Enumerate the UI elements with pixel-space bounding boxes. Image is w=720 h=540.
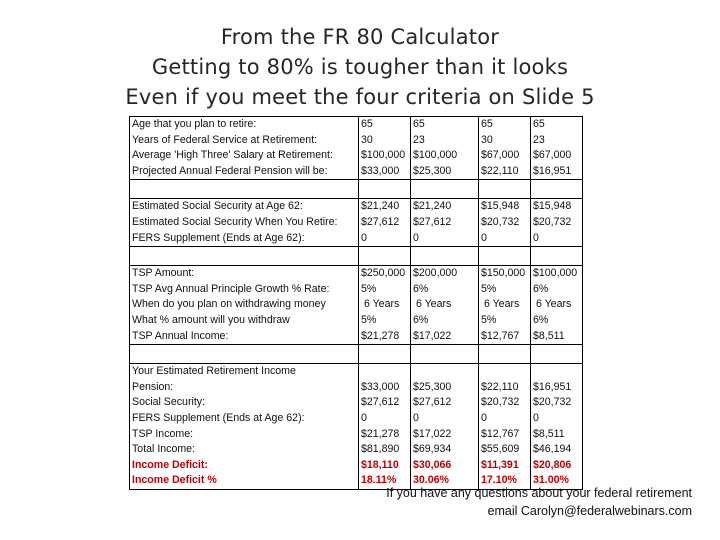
value-cell: $27,612 <box>413 215 452 228</box>
value-cell: 0 <box>361 411 367 424</box>
separator-cell <box>479 180 531 199</box>
fr80-calculator-table <box>129 116 583 490</box>
value-cell: 65 <box>533 118 545 130</box>
value-cell: 6 Years <box>533 298 572 311</box>
value-cell: $15,948 <box>533 200 572 213</box>
scenario-4-cell <box>531 117 583 180</box>
value-cell: 6 Years <box>481 298 520 311</box>
value-cell: $27,612 <box>361 396 400 409</box>
contact-footer <box>386 484 692 520</box>
row-label: Estimated Social Security When You Retire: <box>132 215 338 228</box>
value-cell: $20,732 <box>533 396 572 409</box>
scenario-4-cell <box>531 364 583 490</box>
value-cell: 18.11% <box>361 474 397 487</box>
value-cell: $16,951 <box>533 380 572 393</box>
value-cell: 5% <box>481 282 497 295</box>
value-cell: 6% <box>533 282 549 295</box>
value-cell: 6% <box>413 282 429 295</box>
value-cell: $8,511 <box>533 427 565 440</box>
separator-cell <box>130 345 359 364</box>
table-row <box>130 199 583 247</box>
value-cell: 30 <box>361 133 373 146</box>
title-line-1: From the FR 80 Calculator <box>220 25 500 49</box>
row-label: TSP Annual Income: <box>132 329 229 342</box>
scenario-1-cell <box>359 266 411 345</box>
separator-cell <box>531 345 583 364</box>
footer-question-text: If you have any questions about your federal retirement <box>386 486 692 500</box>
value-cell <box>361 364 408 380</box>
row-label: Your Estimated Retirement Income <box>132 365 296 378</box>
value-cell: $22,110 <box>481 164 519 177</box>
value-cell: 6% <box>413 313 429 326</box>
separator-cell <box>479 345 531 364</box>
table-row <box>130 266 583 345</box>
value-cell: 0 <box>413 231 419 244</box>
row-label: Years of Federal Service at Retirement: <box>132 133 318 146</box>
value-cell: $21,278 <box>361 427 400 440</box>
value-cell: $200,000 <box>413 267 458 280</box>
table-row <box>130 364 583 490</box>
separator-cell <box>359 180 411 199</box>
row-label: FERS Supplement (Ends at Age 62): <box>132 411 305 424</box>
value-cell: $25,300 <box>413 164 452 177</box>
value-cell: 0 <box>533 231 539 244</box>
scenario-1-cell <box>359 199 411 247</box>
label-cell <box>130 199 359 247</box>
separator-cell <box>130 247 359 266</box>
scenario-2-cell <box>411 117 479 180</box>
label-cell <box>130 364 359 490</box>
value-cell: 30 <box>481 133 493 146</box>
value-cell: $22,110 <box>481 380 519 393</box>
value-cell: $100,000 <box>361 149 406 162</box>
value-cell: $18,110 <box>361 458 399 471</box>
label-cell <box>130 266 359 345</box>
row-label: Average 'High Three' Salary at Retirement: <box>132 149 333 162</box>
value-cell: 6 Years <box>361 298 400 311</box>
value-cell: $27,612 <box>413 396 452 409</box>
value-cell: 23 <box>533 133 545 146</box>
row-label: Projected Annual Federal Pension will be: <box>132 164 328 177</box>
value-cell: $30,066 <box>413 458 452 471</box>
value-cell: 6 Years <box>413 298 452 311</box>
value-cell: 65 <box>413 118 425 130</box>
value-cell: $12,767 <box>481 329 520 342</box>
value-cell: 0 <box>481 411 487 424</box>
row-label: TSP Income: <box>132 427 194 440</box>
calculator-body <box>130 117 583 490</box>
value-cell: 0 <box>481 231 487 244</box>
scenario-1-cell <box>359 117 411 180</box>
value-cell: $33,000 <box>361 380 400 393</box>
row-label: Social Security: <box>132 396 206 409</box>
value-cell: $100,000 <box>533 267 578 280</box>
row-label: Pension: <box>132 380 174 393</box>
value-cell: $21,240 <box>413 200 452 213</box>
row-label: Age that you plan to retire: <box>132 118 257 130</box>
row-label: When do you plan on withdrawing money <box>132 298 326 311</box>
value-cell: $81,890 <box>361 443 400 456</box>
value-cell: $67,000 <box>533 149 572 162</box>
value-cell: $20,732 <box>481 396 520 409</box>
value-cell: 30.06% <box>413 474 449 487</box>
value-cell: 17.10% <box>481 474 517 487</box>
scenario-2-cell <box>411 266 479 345</box>
section-separator <box>130 247 583 266</box>
value-cell: $8,511 <box>533 329 565 342</box>
value-cell: 5% <box>361 313 377 326</box>
scenario-4-cell <box>531 266 583 345</box>
separator-cell <box>411 180 479 199</box>
scenario-3-cell <box>479 117 531 180</box>
section-separator <box>130 180 583 199</box>
value-cell: $150,000 <box>481 267 526 280</box>
value-cell: $20,806 <box>533 458 572 471</box>
separator-cell <box>130 180 359 199</box>
value-cell: $69,934 <box>413 443 452 456</box>
row-label: TSP Amount: <box>132 267 195 280</box>
value-cell: $21,240 <box>361 200 400 213</box>
value-cell: $11,391 <box>481 458 519 471</box>
value-cell: $17,022 <box>413 329 452 342</box>
value-cell: 5% <box>361 282 377 295</box>
row-label: TSP Avg Annual Principle Growth % Rate: <box>132 282 330 295</box>
row-label: What % amount will you withdraw <box>132 313 290 326</box>
value-cell: $33,000 <box>361 164 400 177</box>
value-cell: $100,000 <box>413 149 458 162</box>
separator-cell <box>411 345 479 364</box>
title-line-3: Even if you meet the four criteria on Slide 5 <box>125 85 595 109</box>
separator-cell <box>359 247 411 266</box>
row-label: FERS Supplement (Ends at Age 62): <box>132 231 305 244</box>
separator-cell <box>531 180 583 199</box>
value-cell: 0 <box>533 411 539 424</box>
value-cell: $15,948 <box>481 200 520 213</box>
scenario-3-cell <box>479 199 531 247</box>
scenario-4-cell <box>531 199 583 247</box>
value-cell: $20,732 <box>533 215 572 228</box>
value-cell: 65 <box>481 118 493 130</box>
value-cell <box>413 364 476 380</box>
footer-email-text[interactable]: email Carolyn@federalwebinars.com <box>487 504 692 518</box>
row-label: Income Deficit: <box>132 458 208 471</box>
separator-cell <box>479 247 531 266</box>
separator-cell <box>411 247 479 266</box>
scenario-2-cell <box>411 199 479 247</box>
value-cell: $250,000 <box>361 267 406 280</box>
value-cell: $16,951 <box>533 164 572 177</box>
value-cell: $46,194 <box>533 443 572 456</box>
value-cell: 6% <box>533 313 549 326</box>
value-cell: 0 <box>361 231 367 244</box>
value-cell: $55,609 <box>481 443 520 456</box>
scenario-3-cell <box>479 364 531 490</box>
value-cell: 0 <box>413 411 419 424</box>
value-cell <box>481 364 528 380</box>
row-label: Estimated Social Security at Age 62: <box>132 200 303 213</box>
value-cell: 23 <box>413 133 425 146</box>
table-row <box>130 117 583 180</box>
value-cell: $27,612 <box>361 215 400 228</box>
row-label: Total Income: <box>132 443 196 456</box>
value-cell: $67,000 <box>481 149 520 162</box>
row-label: Income Deficit % <box>132 474 217 487</box>
value-cell: $20,732 <box>481 215 520 228</box>
value-cell <box>533 364 580 380</box>
separator-cell <box>531 247 583 266</box>
section-separator <box>130 345 583 364</box>
value-cell: 65 <box>361 118 373 130</box>
slide-title <box>0 22 720 112</box>
value-cell: $21,278 <box>361 329 400 342</box>
separator-cell <box>359 345 411 364</box>
value-cell: $12,767 <box>481 427 520 440</box>
value-cell: 5% <box>481 313 497 326</box>
scenario-1-cell <box>359 364 411 490</box>
scenario-3-cell <box>479 266 531 345</box>
value-cell: $17,022 <box>413 427 452 440</box>
scenario-2-cell <box>411 364 479 490</box>
value-cell: $25,300 <box>413 380 452 393</box>
value-cell: 31.00% <box>533 474 569 487</box>
title-line-2: Getting to 80% is tougher than it looks <box>151 55 569 79</box>
label-cell <box>130 117 359 180</box>
